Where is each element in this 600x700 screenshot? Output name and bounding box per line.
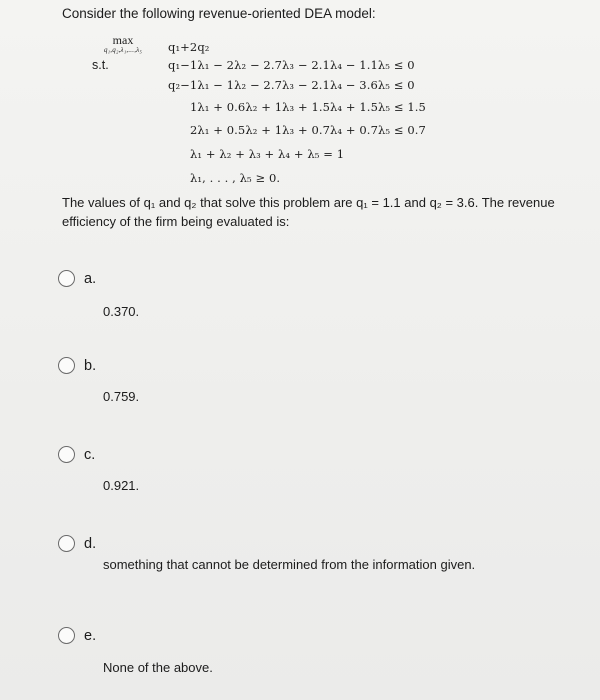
- choice-a-text[interactable]: 0.370.: [103, 304, 140, 319]
- choice-c-letter: c.: [84, 446, 96, 463]
- radio-a[interactable]: [58, 270, 75, 287]
- choice-e-letter: e.: [84, 627, 97, 644]
- intro-text: Consider the following revenue-oriented DEA model:: [62, 6, 376, 21]
- max-label: max: [112, 33, 134, 47]
- choice-a[interactable]: [58, 270, 96, 287]
- decision-variables: q₁,q₂,λ₁,...,λ₅: [103, 46, 143, 54]
- objective-operator: [93, 34, 153, 55]
- constraint-5: λ₁ + λ₂ + λ₃ + λ₄ + λ₅ = 1: [190, 147, 345, 161]
- choice-d-text[interactable]: something that cannot be determined from the information given.: [103, 557, 476, 572]
- constraint-1: q₁−1λ₁ − 2λ₂ − 2.7λ₃ − 2.1λ₄ − 1.1λ₅ ≤ 0: [168, 58, 415, 72]
- choice-e[interactable]: [58, 627, 96, 644]
- constraint-4: 2λ₁ + 0.5λ₂ + 1λ₃ + 0.7λ₄ + 0.7λ₅ ≤ 0.7: [190, 123, 426, 137]
- radio-c[interactable]: [58, 446, 75, 463]
- radio-e[interactable]: [58, 627, 75, 644]
- choice-c-text[interactable]: 0.921.: [103, 478, 140, 493]
- constraint-2: q₂−1λ₁ − 1λ₂ − 2.7λ₃ − 2.1λ₄ − 3.6λ₅ ≤ 0: [168, 78, 415, 92]
- choice-b[interactable]: [58, 357, 96, 374]
- objective-function: q₁+2q₂: [168, 40, 210, 54]
- choice-a-letter: a.: [84, 270, 97, 287]
- choice-e-text[interactable]: None of the above.: [103, 660, 213, 675]
- choice-c[interactable]: [58, 446, 95, 463]
- radio-d[interactable]: [58, 535, 75, 552]
- subject-to-label: s.t.: [92, 58, 109, 72]
- choice-b-letter: b.: [84, 357, 97, 374]
- radio-b[interactable]: [58, 357, 75, 374]
- choice-d[interactable]: [58, 535, 96, 552]
- question-text: The values of q₁ and q₂ that solve this problem are q₁ = 1.1 and q₂ = 3.6. The revenue efficiency of the firm being evaluated is:: [62, 195, 555, 229]
- constraint-6: λ₁, . . . , λ₅ ≥ 0.: [190, 171, 281, 185]
- choice-d-letter: d.: [84, 535, 97, 552]
- choice-b-text[interactable]: 0.759.: [103, 389, 140, 404]
- constraint-3: 1λ₁ + 0.6λ₂ + 1λ₃ + 1.5λ₄ + 1.5λ₅ ≤ 1.5: [190, 100, 426, 114]
